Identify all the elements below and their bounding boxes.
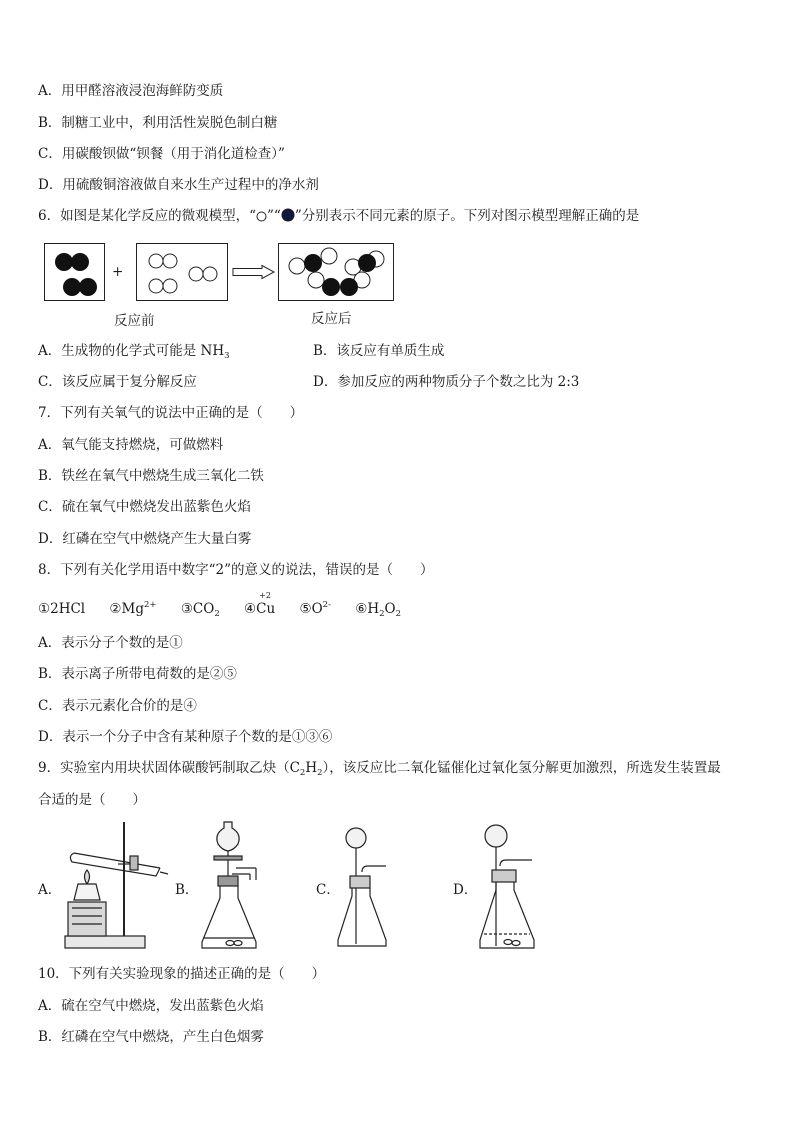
q7-option-a: A．氧气能支持燃烧，可做燃料 <box>38 437 224 453</box>
q10-option-a: A．硫在空气中燃烧，发出蓝紫色火焰 <box>38 998 264 1014</box>
q6-option-a: A．生成物的化学式可能是 $NH_3$ <box>38 343 230 361</box>
apparatus-c-thistle-funnel-flask <box>336 826 396 950</box>
q8-option-c: C．表示元素化合价的是④ <box>38 698 197 714</box>
apparatus-d-thistle-funnel-flask <box>476 822 546 952</box>
white-atom-icon <box>256 211 267 222</box>
apparatus-b-separatory-funnel-flask <box>198 818 280 953</box>
formula-6: $⑥H_2O_2$ <box>355 601 402 619</box>
formula-1: ①2HCl <box>38 601 86 617</box>
black-molecules <box>45 244 104 300</box>
q5-option-b: B．制糖工业中，利用活性炭脱色制白糖 <box>38 115 278 131</box>
q8-option-b: B．表示离子所带电荷数的是②⑤ <box>38 666 237 682</box>
q5-option-c: C．用碳酸钡做“钡餐（用于消化道检查）” <box>38 146 285 162</box>
q6-option-d: D．参加反应的两种物质分子个数之比为 2:3 <box>313 374 580 390</box>
q7-option-b: B．铁丝在氧气中燃烧生成三氧化二铁 <box>38 468 264 484</box>
q8-stem: 8．下列有关化学用语中数字“2”的意义的说法，错误的是（ ） <box>38 562 434 578</box>
formula-4: ④ +2 Cu <box>244 591 276 617</box>
product-molecules <box>279 244 393 300</box>
q5-option-d: D．用硫酸铜溶液做自来水生产过程中的净水剂 <box>38 177 319 193</box>
q9-stem-line2: 合适的是（ ） <box>38 792 146 808</box>
apparatus-a-heating-tube <box>60 820 170 952</box>
white-molecules <box>137 244 227 300</box>
q5-option-a: A．用甲醛溶液浸泡海鲜防变质 <box>38 83 224 99</box>
product-box <box>278 243 394 301</box>
q8-option-a: A．表示分子个数的是① <box>38 635 183 651</box>
caption-before-reaction: 反应前 <box>114 313 155 329</box>
reactant-box-1 <box>44 243 105 301</box>
q8-formulas <box>38 591 421 619</box>
apparatus-label-c: C． <box>316 882 340 898</box>
q10-option-b: B．红磷在空气中燃烧，产生白色烟雾 <box>38 1029 264 1045</box>
q9-stem-line1: 9．实验室内用块状固体碳酸钙制取乙炔$(C_2H_2)$，该反应比二氧化锰催化过氧化氢分解更加激烈，所选发生装置最 <box>38 760 721 778</box>
formula-5: $⑤O^{2-}$ <box>299 600 331 617</box>
q6-option-b: B．该反应有单质生成 <box>313 343 445 359</box>
formula-2: $②Mg^{2+}$ <box>109 600 157 617</box>
q10-stem: 10．下列有关实验现象的描述正确的是（ ） <box>38 966 326 982</box>
q7-option-c: C．硫在氧气中燃烧发出蓝紫色火焰 <box>38 499 251 515</box>
apparatus-label-d: D． <box>453 882 478 898</box>
reaction-arrow-icon <box>232 265 276 279</box>
black-atom-icon <box>281 208 295 222</box>
apparatus-label-b: B． <box>175 882 199 898</box>
q7-stem: 7．下列有关氧气的说法中正确的是（ ） <box>38 405 304 421</box>
q6-stem: 6．如图是某化学反应的微观模型，“ ”“ ”分别表示不同元素的原子。下列对图示模型理解正确的是 <box>38 208 640 224</box>
q6-option-c: C．该反应属于复分解反应 <box>38 374 197 390</box>
formula-3: $③CO_2$ <box>180 601 220 619</box>
q8-option-d: D．表示一个分子中含有某种原子个数的是①③⑥ <box>38 729 333 745</box>
reactant-box-2 <box>136 243 228 301</box>
plus-sign: + <box>112 264 124 280</box>
apparatus-label-a: A． <box>38 882 62 898</box>
q7-option-d: D．红磷在空气中燃烧产生大量白雾 <box>38 531 252 547</box>
caption-after-reaction: 反应后 <box>311 311 352 327</box>
